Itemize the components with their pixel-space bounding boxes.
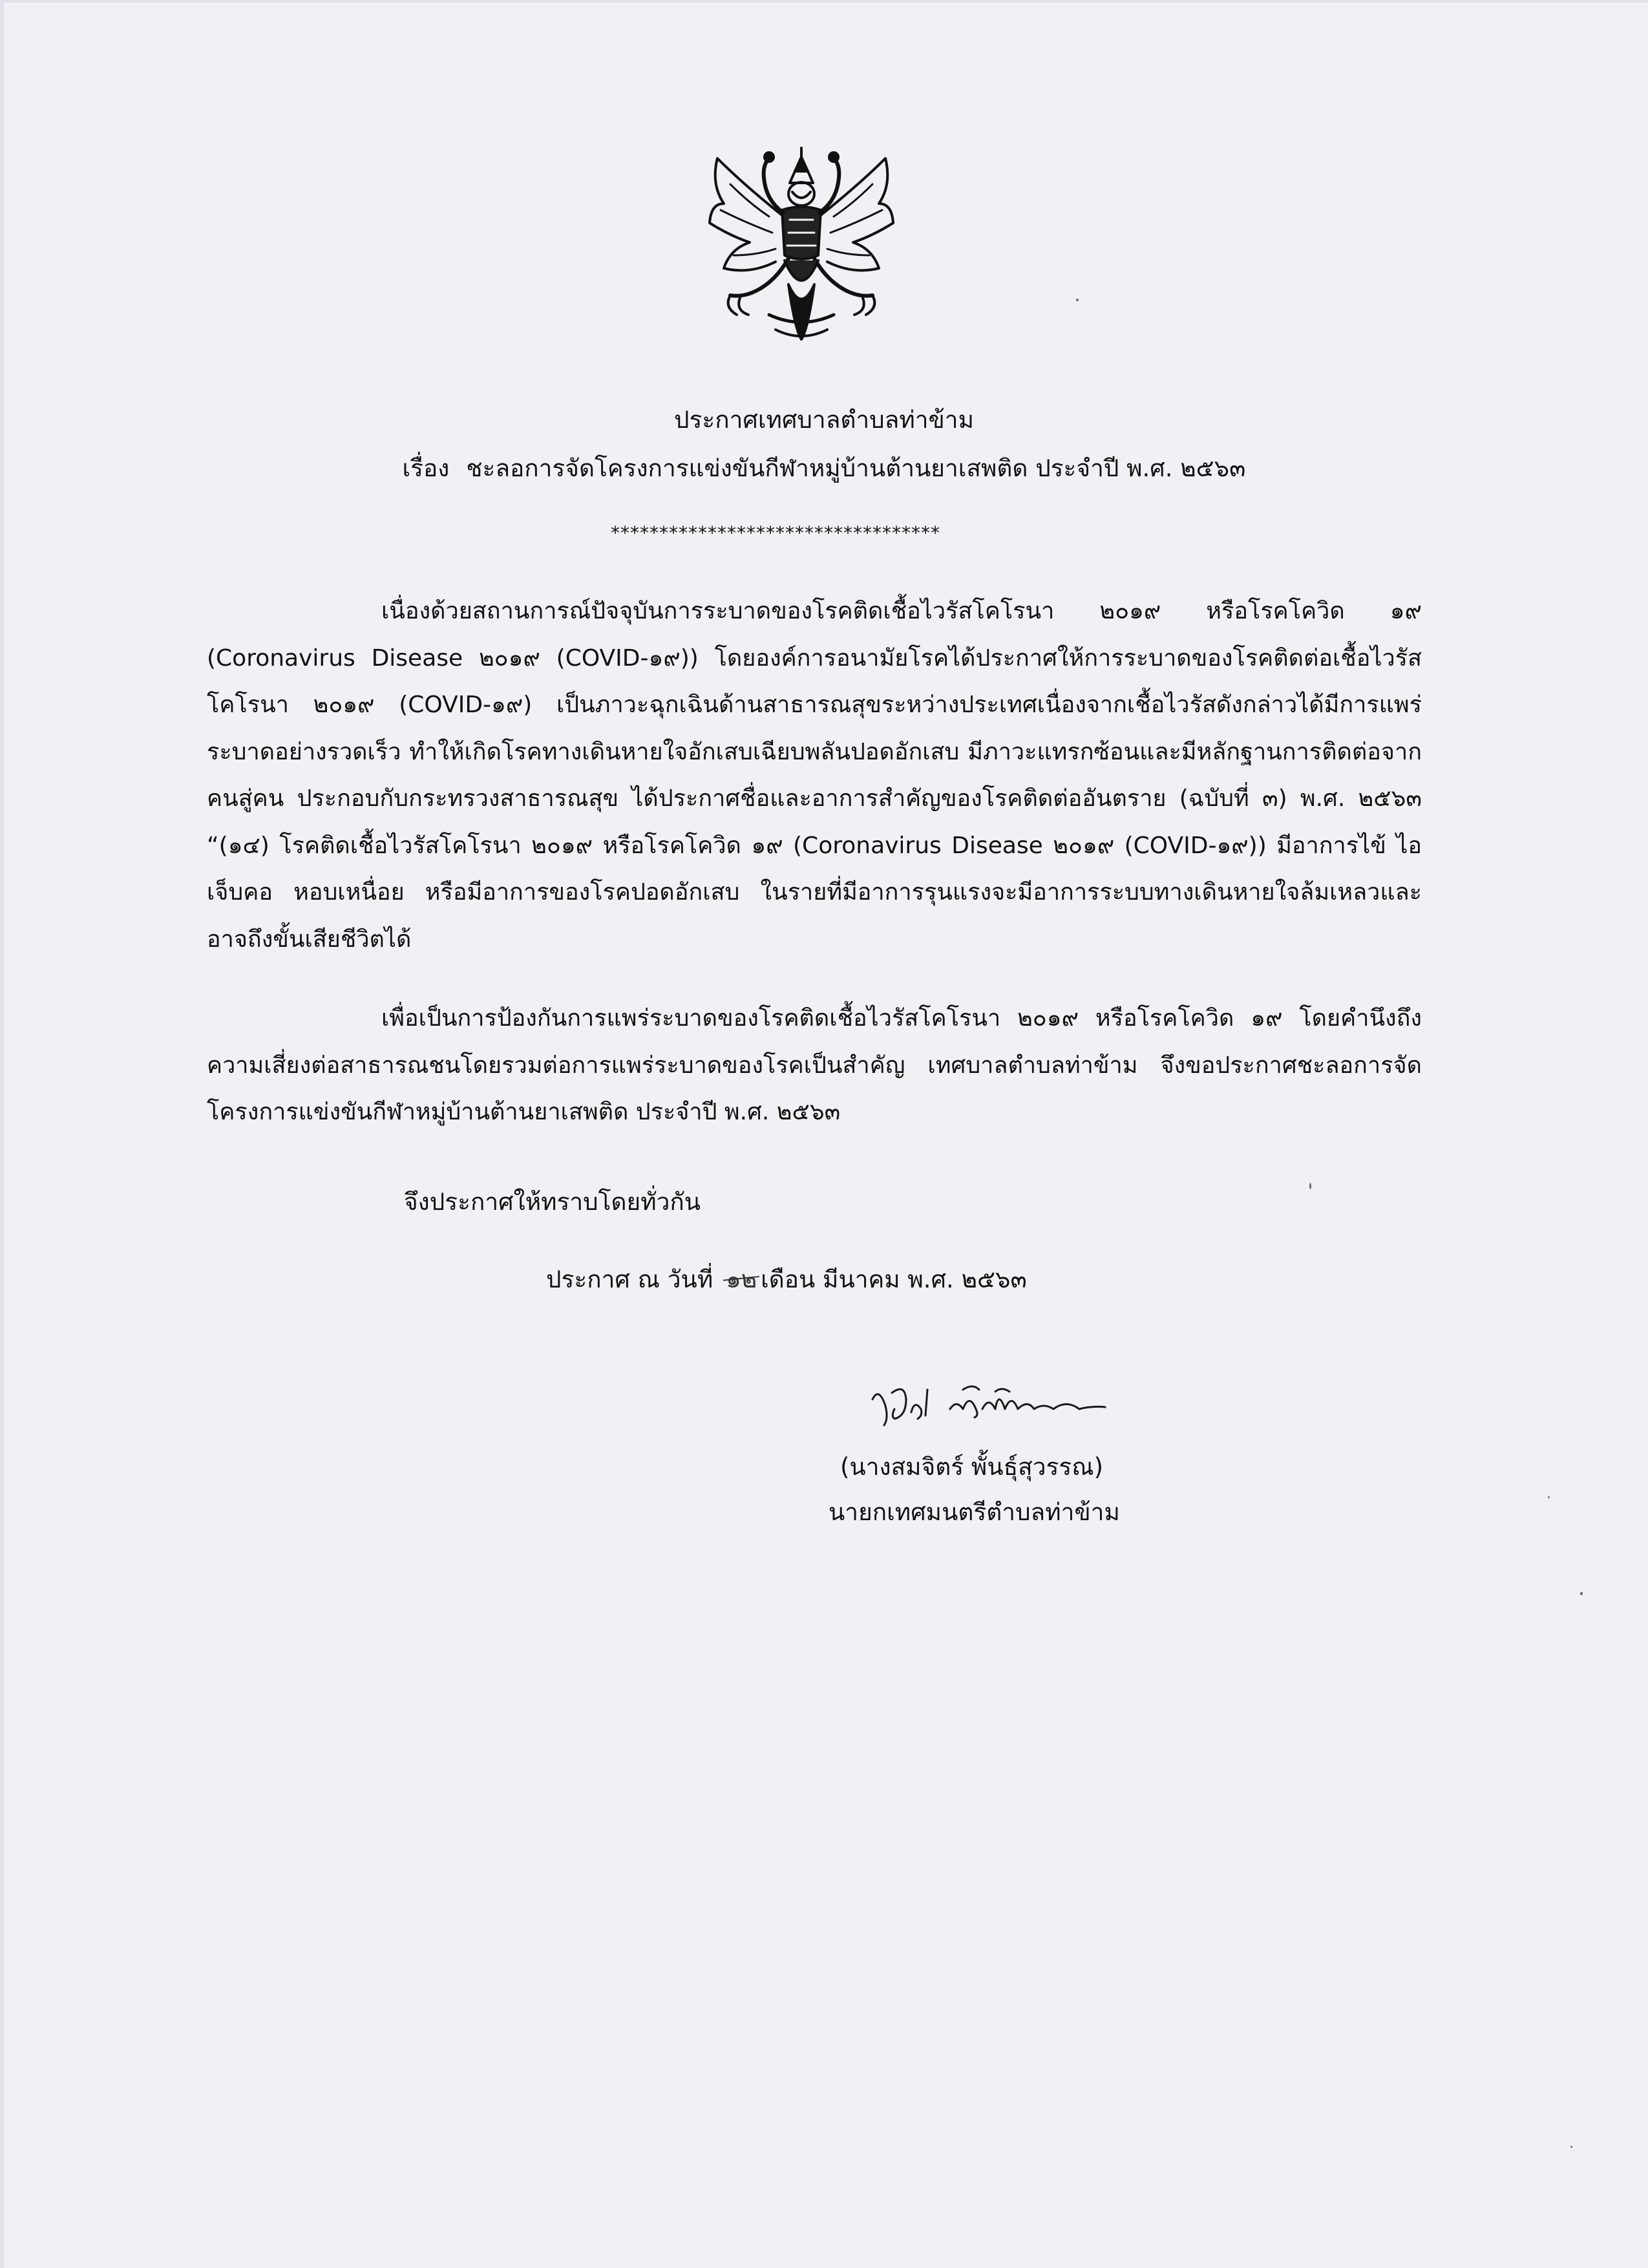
scan-speck — [1548, 1496, 1550, 1498]
body-paragraph-1: เนื่องด้วยสถานการณ์ปัจจุบันการระบาดของโรคติดเชื้อไวรัสโคโรนา ๒๐๑๙ หรือโรคโควิด ๑๙ (Coronavirus Disease ๒๐๑๙ (COVID-๑๙)) โดยองค์การอนามัยโรคได้ประกาศให้การระบาดของโรคติดต่อเชื้อไวรัสโคโรนา ๒๐๑๙ (COVID-๑๙) เป็นภาวะฉุกเฉินด้านสาธารณสุขระหว่างประเทศเนื่องจากเชื้อไวรัสดังกล่าวได้มีการแพร่ระบาดอย่างรวดเร็ว ทำให้เกิดโรคทางเดินหายใจอักเสบเฉียบพลันปอดอักเสบ มีภาวะแทรกซ้อนและมีหลักฐานการติดต่อจากคนสู่คน ประกอบกับกระทรวงสาธารณสุข ได้ประกาศชื่อและอาการสำคัญของโรคติดต่ออันตราย (ฉบับที่ ๓) พ.ศ. ๒๕๖๓ “(๑๔) โรคติดเชื้อไวรัสโคโรนา ๒๐๑๙ หรือโรคโควิด ๑๙ (Coronavirus Disease ๒๐๑๙ (COVID-๑๙)) มีอาการไข้ ไอ เจ็บคอ หอบเหนื่อย หรือมีอาการของโรคปอดอักเสบ ในรายที่มีอาการรุนแรงจะมีอาการระบบทางเดินหายใจล้มเหลวและอาจถึงขั้นเสียชีวิตได้ — [207, 598, 1422, 953]
date-month-year: เดือน มีนาคม พ.ศ. ๒๕๖๓ — [761, 1266, 1027, 1293]
announcement-subject — [0, 452, 1648, 485]
body-paragraph-2: เพื่อเป็นการป้องกันการแพร่ระบาดของโรคติดเชื้อไวรัสโคโรนา ๒๐๑๙ หรือโรคโควิด ๑๙ โดยคำนึงถึงความเสี่ยงต่อสาธารณชนโดยรวมต่อการแพร่ระบาดของโรคเป็นสำคัญ เทศบาลตำบลท่าข้าม จึงขอประกาศชะลอการจัดโครงการแข่งขันกีฬาหมู่บ้านต้านยาเสพติด ประจำปี พ.ศ. ๒๕๖๓ — [207, 1005, 1422, 1125]
handwritten-signature — [866, 1380, 1112, 1432]
scan-speck — [1076, 299, 1079, 301]
subject-prefix: เรื่อง — [402, 454, 450, 482]
closing-statement: จึงประกาศให้ทราบโดยทั่วกัน — [404, 1188, 701, 1216]
announcement-title: ประกาศเทศบาลตำบลท่าข้าม — [674, 406, 974, 434]
garuda-emblem — [704, 145, 898, 346]
date-label: ประกาศ ณ วันที่ — [546, 1266, 713, 1293]
announcement-date — [546, 1264, 1027, 1296]
signer-title: นายกเทศมนตรีตำบลท่าข้าม — [829, 1498, 1120, 1526]
scan-speck — [1570, 2146, 1572, 2148]
scan-speck — [1309, 1183, 1311, 1189]
date-day: ๑๒ — [726, 1264, 757, 1296]
separator-line: ********************************** — [611, 522, 940, 544]
subject-text: ชะลอการจัดโครงการแข่งขันกีฬาหมู่บ้านต้านยาเสพติด ประจำปี พ.ศ. ๒๕๖๓ — [466, 454, 1246, 482]
signer-name: (นางสมจิตร์ พั้นธุ์สุวรรณ) — [840, 1453, 1104, 1481]
scan-speck — [1580, 1592, 1583, 1595]
